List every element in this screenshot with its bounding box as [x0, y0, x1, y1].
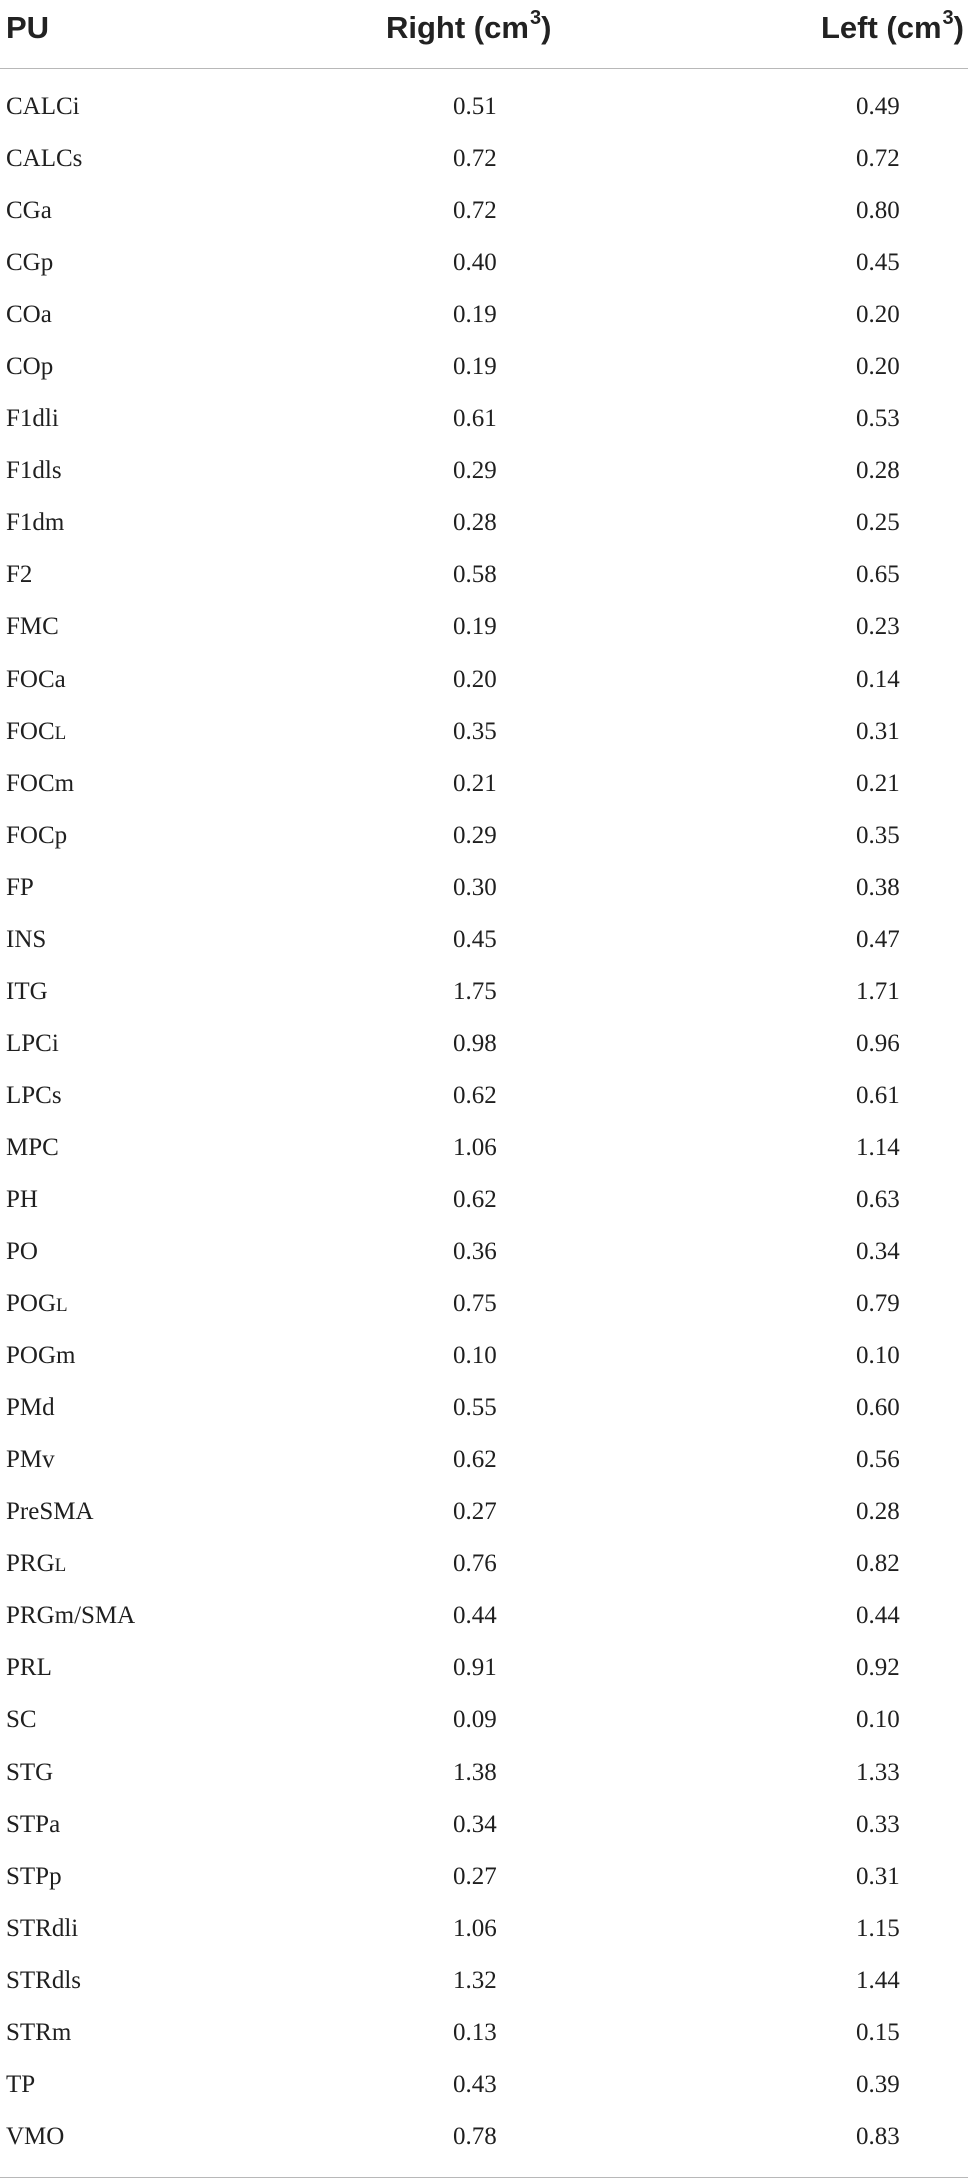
- cell-right: 0.27: [453, 1862, 497, 1890]
- cell-left: 0.33: [856, 1810, 900, 1838]
- cell-right: 0.55: [453, 1394, 497, 1422]
- cell-pu-text: PRG: [6, 1550, 55, 1578]
- cell-pu-text: FOCp: [6, 821, 68, 849]
- header-left: [821, 6, 964, 54]
- cell-pu: [6, 1289, 68, 1321]
- cell-pu: [6, 925, 46, 955]
- cell-left: 0.23: [856, 613, 900, 641]
- cell-right: 0.36: [453, 1238, 497, 1266]
- cell-pu: [6, 560, 32, 590]
- cell-right: 0.19: [453, 353, 497, 381]
- cell-left: 0.63: [856, 1185, 900, 1213]
- cell-pu: [6, 717, 66, 749]
- cell-pu: [6, 1081, 62, 1111]
- cell-pu-text: CALCs: [6, 145, 83, 173]
- cell-pu: [6, 1549, 66, 1581]
- cell-left: 0.92: [856, 1654, 900, 1682]
- header-left-label: Left (cm: [820, 10, 942, 45]
- cell-right: 0.30: [453, 873, 497, 901]
- cell-left: 0.20: [856, 301, 900, 329]
- cell-left: 0.65: [856, 561, 900, 589]
- cell-left: 1.33: [856, 1758, 900, 1786]
- cell-pu: [6, 2070, 35, 2100]
- cell-left: 0.47: [856, 925, 900, 953]
- cell-right: 0.76: [453, 1550, 497, 1578]
- cell-right: 1.32: [453, 1966, 497, 1994]
- cell-pu-text: PMd: [6, 1394, 55, 1422]
- cell-left: 0.31: [856, 1862, 900, 1890]
- cell-pu-text: STPa: [6, 1810, 61, 1838]
- table-row: [0, 1185, 968, 1237]
- cell-left: 0.15: [856, 2018, 900, 2046]
- table-row: [0, 456, 968, 508]
- cell-pu-text: INS: [6, 925, 47, 953]
- cell-pu-text: F1dm: [6, 509, 65, 537]
- cell-left: 0.83: [856, 2122, 900, 2150]
- cell-right: 0.61: [453, 405, 497, 433]
- cell-pu: [6, 508, 64, 538]
- cell-left: 0.14: [856, 665, 900, 693]
- cell-right: 0.72: [453, 197, 497, 225]
- header-right-exponent: 3: [529, 7, 542, 29]
- table-row: [0, 1289, 968, 1341]
- cell-pu: [6, 1810, 60, 1840]
- table-row: [0, 1758, 968, 1810]
- table-row: [0, 1237, 968, 1289]
- cell-pu-text: COp: [6, 353, 54, 381]
- cell-pu: [6, 1862, 62, 1892]
- cell-right: 0.43: [453, 2070, 497, 2098]
- cell-left: 0.45: [856, 249, 900, 277]
- cell-left: 0.56: [856, 1446, 900, 1474]
- cell-left: 1.71: [856, 977, 900, 1005]
- cell-right: 0.44: [453, 1602, 497, 1630]
- table-row: [0, 769, 968, 821]
- cell-right: 0.62: [453, 1185, 497, 1213]
- cell-pu-text: VMO: [6, 2122, 65, 2150]
- cell-left: 0.80: [856, 197, 900, 225]
- cell-right: 0.19: [453, 301, 497, 329]
- cell-pu: [6, 665, 66, 695]
- table-row: [0, 1029, 968, 1081]
- table-row: [0, 665, 968, 717]
- table-row: [0, 925, 968, 977]
- cell-pu-text: TP: [6, 2070, 36, 2098]
- cell-pu-smallcaps: L: [54, 722, 67, 744]
- table-header: [0, 0, 968, 68]
- cell-left: 0.96: [856, 1029, 900, 1057]
- cell-right: 0.98: [453, 1029, 497, 1057]
- cell-pu-text: PRGm/SMA: [6, 1602, 136, 1630]
- cell-left: 0.61: [856, 1081, 900, 1109]
- cell-pu-text: FOC: [6, 717, 55, 745]
- cell-pu-text: STG: [6, 1758, 54, 1786]
- cell-left: 0.28: [856, 1498, 900, 1526]
- cell-pu: [6, 1601, 135, 1631]
- table-row: [0, 2122, 968, 2174]
- cell-left: 0.20: [856, 353, 900, 381]
- cell-pu-text: CALCi: [6, 93, 80, 120]
- cell-right: 1.38: [453, 1758, 497, 1786]
- cell-pu-text: F2: [6, 561, 33, 589]
- cell-right: 0.75: [453, 1290, 497, 1318]
- cell-pu: [6, 2122, 64, 2152]
- cell-pu-text: FOCa: [6, 665, 66, 693]
- cell-right: 0.20: [453, 665, 497, 693]
- table-row: [0, 248, 968, 300]
- table-row: [0, 2070, 968, 2122]
- cell-pu: [6, 1966, 81, 1996]
- cell-right: 0.91: [453, 1654, 497, 1682]
- cell-pu-text: STRm: [6, 2018, 72, 2046]
- cell-pu-text: F1dli: [6, 405, 59, 433]
- cell-left: 0.53: [856, 405, 900, 433]
- cell-left: 0.35: [856, 821, 900, 849]
- cell-pu: [6, 1341, 75, 1371]
- cell-right: 0.29: [453, 821, 497, 849]
- header-divider: [0, 68, 968, 69]
- cell-right: 0.34: [453, 1810, 497, 1838]
- cell-pu: [6, 977, 48, 1007]
- cell-pu-text: PRL: [6, 1654, 52, 1682]
- cell-left: 0.44: [856, 1602, 900, 1630]
- cell-left: 0.10: [856, 1706, 900, 1734]
- cell-left: 1.44: [856, 1966, 900, 1994]
- cell-pu: [6, 1653, 52, 1683]
- cell-right: 1.06: [453, 1133, 497, 1161]
- cell-pu: [6, 821, 67, 851]
- cell-right: 0.62: [453, 1081, 497, 1109]
- cell-left: 0.28: [856, 457, 900, 485]
- table-row: [0, 404, 968, 456]
- cell-pu-text: CGa: [6, 197, 52, 225]
- cell-pu-text: STPp: [6, 1862, 62, 1890]
- table-row: [0, 977, 968, 1029]
- cell-left: 0.31: [856, 717, 900, 745]
- cell-pu-text: PH: [6, 1185, 38, 1213]
- cell-pu-smallcaps: L: [54, 1555, 67, 1577]
- table-row: [0, 144, 968, 196]
- cell-left: 0.79: [856, 1290, 900, 1318]
- table-row: [0, 612, 968, 664]
- table-bottom-rule: [0, 2177, 968, 2178]
- cell-right: 0.62: [453, 1446, 497, 1474]
- cell-pu: [6, 456, 62, 486]
- cell-pu-text: PreSMA: [6, 1498, 94, 1526]
- cell-right: 0.35: [453, 717, 497, 745]
- cell-pu-smallcaps: L: [56, 1295, 68, 1317]
- cell-pu-text: COa: [6, 301, 52, 329]
- cell-left: 0.10: [856, 1342, 900, 1370]
- table-row: [0, 1341, 968, 1393]
- cell-pu: [6, 1705, 37, 1735]
- cell-pu: [6, 1914, 78, 1944]
- table-row: [0, 1810, 968, 1862]
- cell-right: 0.29: [453, 457, 497, 485]
- table-row: [0, 92, 968, 144]
- cell-right: 0.28: [453, 509, 497, 537]
- cell-pu-text: FMC: [6, 613, 59, 641]
- cell-pu-text: FP: [6, 873, 34, 901]
- cell-right: 0.58: [453, 561, 497, 589]
- cell-pu-text: FOCm: [6, 769, 75, 797]
- table-row: [0, 1549, 968, 1601]
- cell-pu: [6, 1445, 55, 1475]
- cell-right: 0.40: [453, 249, 497, 277]
- cell-left: 1.14: [856, 1133, 900, 1161]
- cell-right: 1.06: [453, 1914, 497, 1942]
- cell-pu-text: PMv: [6, 1446, 55, 1474]
- cell-pu-text: MPC: [6, 1133, 59, 1161]
- table-row: [0, 1914, 968, 1966]
- cell-right: 0.78: [453, 2122, 497, 2150]
- table-row: [0, 873, 968, 925]
- cell-pu-text: ITG: [6, 977, 48, 1005]
- cell-pu: [6, 769, 74, 799]
- table-row: [0, 1081, 968, 1133]
- cell-pu: [6, 1758, 53, 1788]
- cell-pu-text: PO: [6, 1238, 38, 1266]
- cell-pu: [6, 612, 59, 642]
- cell-left: 1.15: [856, 1914, 900, 1942]
- table-row: [0, 508, 968, 560]
- header-left-exponent: 3: [942, 7, 954, 29]
- table-row: [0, 1133, 968, 1185]
- cell-left: 0.34: [856, 1238, 900, 1266]
- cell-pu-text: LPCi: [6, 1029, 59, 1057]
- table-body: [0, 92, 968, 2174]
- cell-left: 0.21: [856, 769, 900, 797]
- table-row: [0, 1653, 968, 1705]
- cell-right: 0.13: [453, 2018, 497, 2046]
- header-right: [386, 6, 551, 54]
- cell-right: 0.10: [453, 1342, 497, 1370]
- cell-pu: [6, 1133, 59, 1163]
- cell-left: 0.82: [856, 1550, 900, 1578]
- cell-pu-text: LPCs: [6, 1081, 62, 1109]
- cell-pu-text: STRdli: [6, 1914, 79, 1942]
- cell-pu-text: POGm: [6, 1342, 76, 1370]
- cell-right: 0.51: [453, 93, 497, 120]
- cell-pu-text: STRdls: [6, 1966, 82, 1994]
- table-row: [0, 1966, 968, 2018]
- table-row: [0, 196, 968, 248]
- cell-pu: [6, 2018, 71, 2048]
- cell-pu: [6, 300, 52, 330]
- table-row: [0, 2018, 968, 2070]
- cell-right: 0.21: [453, 769, 497, 797]
- cell-left: 0.39: [856, 2070, 900, 2098]
- cell-left: 0.25: [856, 509, 900, 537]
- cell-pu: [6, 1185, 38, 1215]
- cell-pu: [6, 352, 53, 382]
- header-left-close: ): [953, 10, 964, 45]
- cell-left: 0.60: [856, 1394, 900, 1422]
- cell-left: 0.38: [856, 873, 900, 901]
- cell-pu: [6, 873, 34, 903]
- header-pu: PU: [6, 10, 50, 45]
- table-row: [0, 1862, 968, 1914]
- table-row: [0, 821, 968, 873]
- table-row: [0, 560, 968, 612]
- table-row: [0, 352, 968, 404]
- cell-pu-text: POG: [6, 1290, 57, 1318]
- table-row: [0, 1445, 968, 1497]
- table-row: [0, 1705, 968, 1757]
- cell-right: 0.45: [453, 925, 497, 953]
- cell-pu-text: SC: [6, 1706, 37, 1734]
- cell-pu: [6, 1393, 55, 1423]
- table-row: [0, 1393, 968, 1445]
- cell-pu: [6, 1029, 59, 1059]
- header-right-close: ): [541, 10, 552, 45]
- cell-pu: [6, 1497, 94, 1527]
- cell-left: 0.72: [856, 145, 900, 173]
- cell-left: 0.49: [856, 93, 900, 120]
- cell-right: 0.19: [453, 613, 497, 641]
- table-row: [0, 1601, 968, 1653]
- cell-pu: [6, 144, 82, 174]
- cell-pu: [6, 1237, 38, 1267]
- cell-right: 0.09: [453, 1706, 497, 1734]
- cell-pu-text: F1dls: [6, 457, 62, 485]
- cell-pu: [6, 248, 53, 278]
- cell-pu-text: CGp: [6, 249, 54, 277]
- cell-right: 0.27: [453, 1498, 497, 1526]
- cell-right: 0.72: [453, 145, 497, 173]
- header-right-label: Right (cm: [386, 10, 529, 45]
- cell-pu: [6, 92, 80, 122]
- table-row: [0, 717, 968, 769]
- cell-right: 1.75: [453, 977, 497, 1005]
- cell-pu: [6, 196, 52, 226]
- table-row: [0, 300, 968, 352]
- table-row: [0, 1497, 968, 1549]
- cell-pu: [6, 404, 59, 434]
